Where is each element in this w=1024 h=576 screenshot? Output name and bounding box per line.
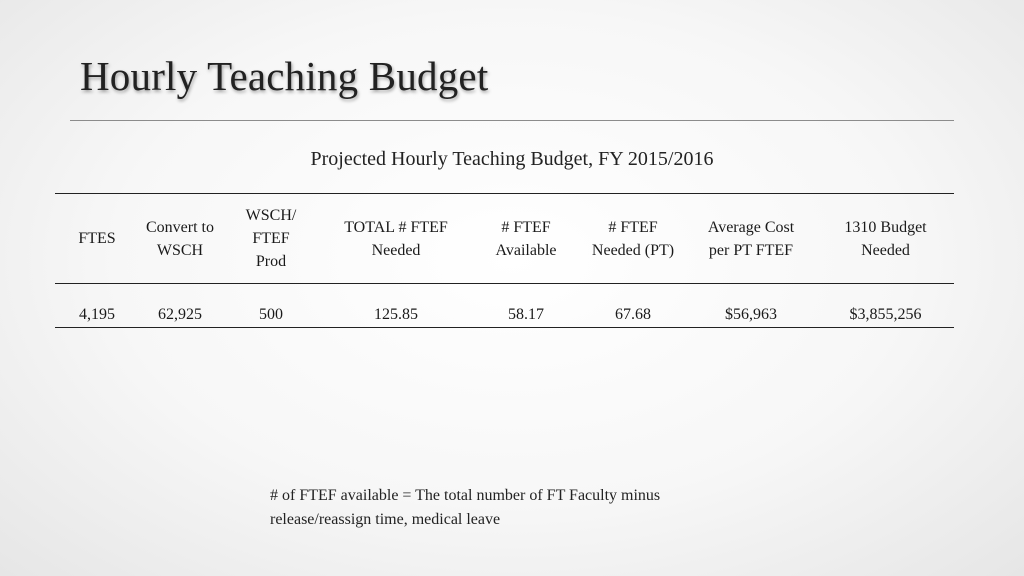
header-average-cost-line1: Average Cost xyxy=(707,218,795,236)
header-ftef-needed-pt-line2: Needed (PT) xyxy=(591,241,675,259)
slide-title: Hourly Teaching Budget xyxy=(80,53,489,99)
header-1310-budget-needed-line1: 1310 Budget xyxy=(844,218,927,236)
header-average-cost xyxy=(685,194,817,284)
header-wsch-ftef-prod-line1: WSCH/ xyxy=(245,207,297,224)
budget-table xyxy=(55,193,954,328)
header-total-ftef-needed-line1: TOTAL # FTEF xyxy=(344,218,448,236)
header-ftef-available-line1: # FTEF xyxy=(501,218,551,236)
footnote-line1: # of FTEF available = The total number of FT Faculty minus xyxy=(270,487,661,504)
header-wsch-ftef-prod xyxy=(221,194,321,284)
header-convert-to-wsch xyxy=(139,194,221,284)
header-ftef-needed-pt xyxy=(581,194,685,284)
header-ftes xyxy=(55,194,139,284)
cell-total-ftef-needed: 125.85 xyxy=(321,284,471,328)
cell-ftef-needed-pt: 67.68 xyxy=(581,284,685,328)
header-ftef-needed-pt-line1: # FTEF xyxy=(608,218,658,236)
header-wsch-ftef-prod-line3: Prod xyxy=(255,253,287,270)
header-convert-to-wsch-line1: Convert to xyxy=(146,218,214,236)
header-total-ftef-needed xyxy=(321,194,471,284)
cell-ftef-available: 58.17 xyxy=(471,284,581,328)
footnote-line2: release/reassign time, medical leave xyxy=(270,511,501,528)
header-total-ftef-needed-line2: Needed xyxy=(371,241,421,259)
header-1310-budget-needed-line2: Needed xyxy=(861,241,910,259)
table-caption: Projected Hourly Teaching Budget, FY 2015/2016 xyxy=(310,148,714,170)
header-ftef-available-line2: Available xyxy=(495,241,557,259)
header-wsch-ftef-prod-line2: FTEF xyxy=(252,230,290,247)
footnote xyxy=(270,484,770,532)
header-average-cost-line2: per PT FTEF xyxy=(708,241,794,259)
cell-ftes: 4,195 xyxy=(55,284,139,328)
cell-convert-to-wsch: 62,925 xyxy=(139,284,221,328)
header-row xyxy=(55,194,954,284)
header-ftes-label: FTES xyxy=(78,230,116,247)
title-divider xyxy=(70,120,954,121)
cell-wsch-ftef-prod: 500 xyxy=(221,284,321,328)
header-convert-to-wsch-line2: WSCH xyxy=(156,241,204,259)
header-ftef-available xyxy=(471,194,581,284)
cell-average-cost: $56,963 xyxy=(685,284,817,328)
header-1310-budget-needed xyxy=(817,194,954,284)
table-row xyxy=(55,284,954,328)
cell-1310-budget-needed: $3,855,256 xyxy=(817,284,954,328)
